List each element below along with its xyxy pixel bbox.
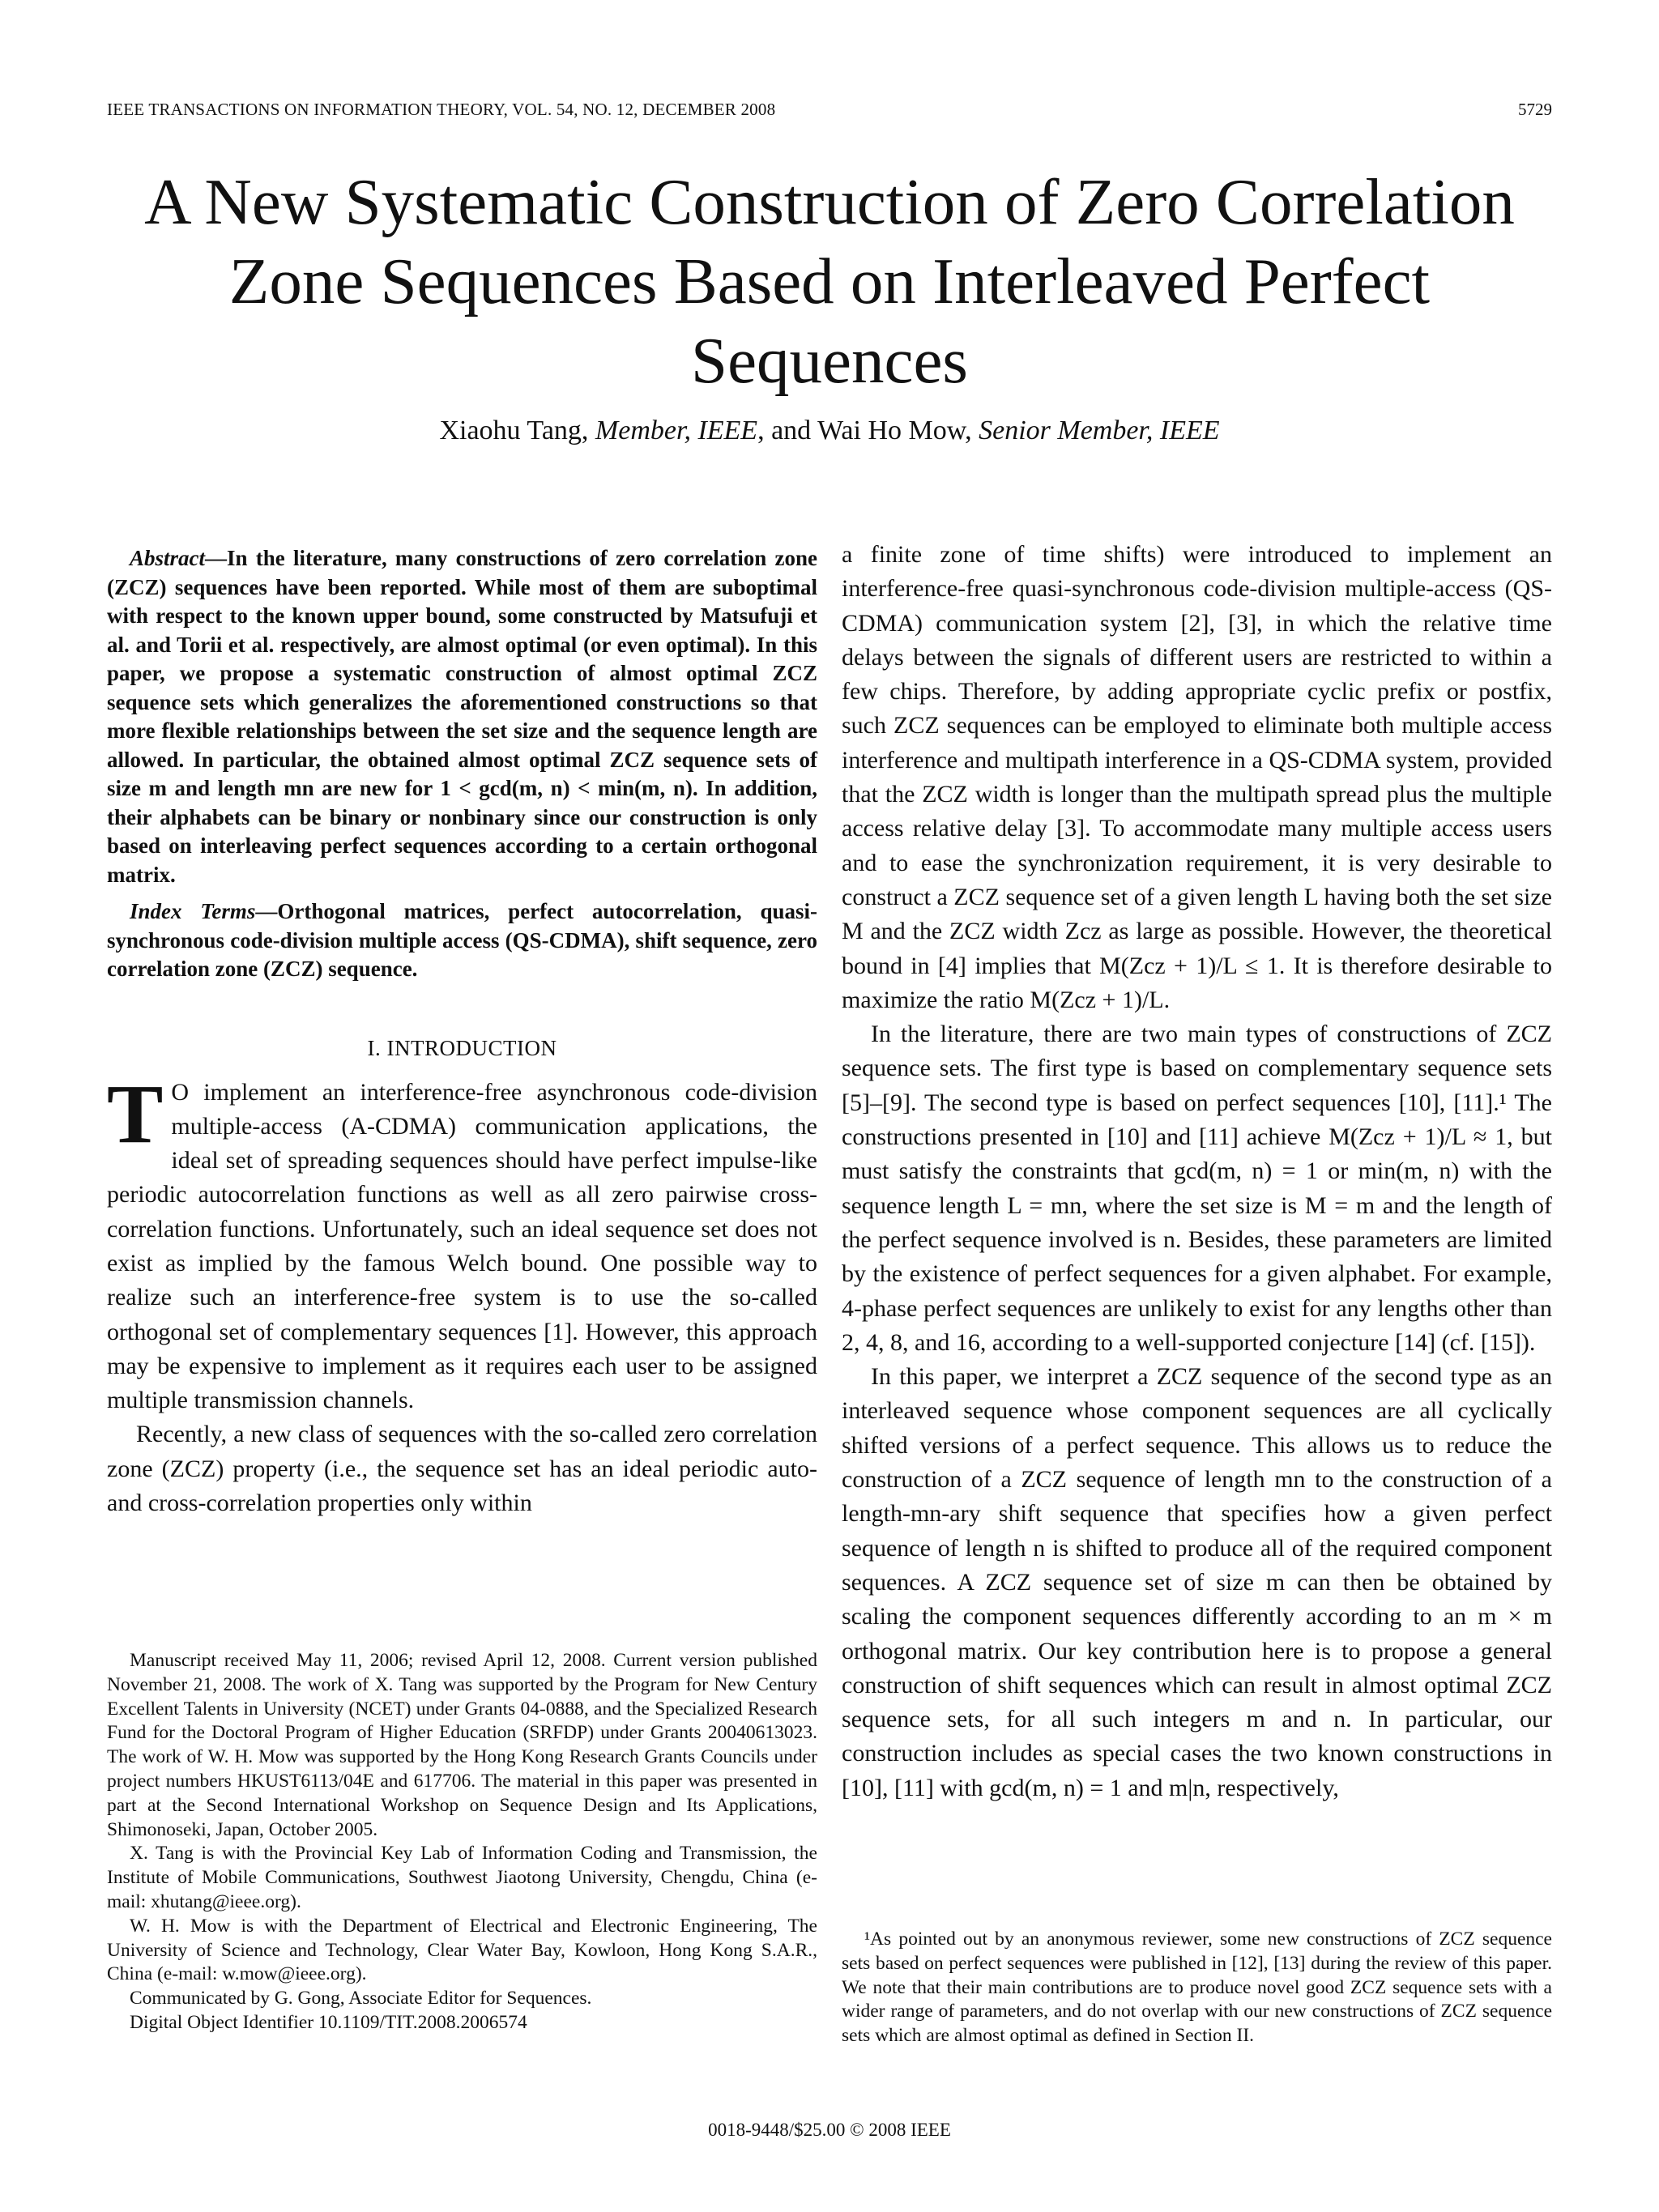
abstract-text: —In the literature, many constructions of zero correlation zone (ZCZ) sequences have been reported. While most of them are suboptimal with respect to the known upper bound, some constructed by Matsufuji et al. and Torii et al. respectively, are almost optimal (or even optimal). In this paper, we propose a systematic construction of almost optimal ZCZ sequence sets which generalizes the aforementioned constructions so that more flexible relationships between the set size and the sequence length are allowed. In particular, the obtained almost optimal ZCZ sequence sets of size m and length mn are new for 1 < gcd(m, n) < min(m, n). In addition, their alphabets can be binary or nonbinary since our construction is only based on interleaving perfect sequences according to a certain orthogonal matrix. xyxy=(107,546,817,887)
page-number: 5729 xyxy=(1518,100,1552,119)
intro-paragraph-2: Recently, a new class of sequences with the so-called zero correlation zone (ZCZ) property (i.e., the sequence set has an ideal periodic auto- and cross-correlation properties only within xyxy=(107,1421,817,1517)
author-2-role: Senior Member, IEEE xyxy=(979,416,1220,445)
drop-cap: T xyxy=(107,1067,164,1161)
author-1-name: Xiaohu Tang xyxy=(439,416,582,445)
running-head: IEEE TRANSACTIONS ON INFORMATION THEORY, VOL. 54, NO. 12, DECEMBER 2008 xyxy=(107,100,776,119)
author-conjunction: and xyxy=(771,416,812,445)
title-line-3: Sequences xyxy=(691,324,968,397)
right-column xyxy=(842,538,1552,1805)
abstract-lead: Abstract xyxy=(130,546,206,570)
intro-paragraph-1 xyxy=(107,1067,817,1418)
reviewer-footnote: ¹As pointed out by an anonymous reviewer, some new constructions of ZCZ sequence sets based on perfect sequences were published in [12], [13] during the review of this paper. We note that their main contributions are to produce novel good ZCZ sequence sets with a wider range of parameters, and do not overlap with our new constructions of ZCZ sequence sets which are almost optimal as defined in Section II. xyxy=(842,1929,1552,2047)
intro-paragraph-1-text: O implement an interference-free asynchronous code-division multiple-access (A-CDMA) communication applications, the ideal set of spreading sequences should have perfect impulse-like periodic autocorrelation functions as well as all zero pairwise cross-correlation functions. Unfortunately, such an ideal sequence set does not exist as implied by the famous Welch bound. One possible way to realize such an interference-free system is to use the so-called orthogonal set of complementary sequences [1]. However, this approach may be expensive to implement as it requires each user to be assigned multiple transmission channels. xyxy=(107,1078,817,1414)
index-terms-text: —Orthogonal matrices, perfect autocorrelation, quasi-synchronous code-division multiple access (QS-CDMA), shift sequence, zero correlation zone (ZCZ) sequence. xyxy=(107,899,817,981)
index-terms xyxy=(107,897,817,984)
title-line-2: Zone Sequences Based on Interleaved Perfect xyxy=(228,245,1431,318)
abstract xyxy=(107,544,817,889)
left-column xyxy=(107,544,817,1520)
author-1-affiliation-footnote: X. Tang is with the Provincial Key Lab of Information Coding and Transmission, the Institute of Mobile Communications, Southwest Jiaotong University, Chengdu, China (e-mail: xhutang@ieee.org). xyxy=(107,1843,817,1912)
section-heading-introduction: I. INTRODUCTION xyxy=(367,1035,557,1060)
doi-footnote: Digital Object Identifier 10.1109/TIT.2008.2006574 xyxy=(130,2011,527,2033)
author-1-role: Member, IEEE xyxy=(595,416,758,445)
right-footnotes xyxy=(842,1928,1552,2048)
index-terms-lead: Index Terms xyxy=(130,899,256,923)
paper-title xyxy=(81,162,1578,400)
title-line-1: A New Systematic Construction of Zero Correlation xyxy=(144,165,1515,238)
manuscript-footnote: Manuscript received May 11, 2006; revised April 12, 2008. Current version published November 21, 2008. The work of X. Tang was supported by the Program for New Century Excellent Talents in University (NCET) under Grants 04-0888, and the Specialized Research Fund for the Doctoral Program of Higher Education (SRFDP) under Grants 20040613023. The work of W. H. Mow was supported by the Hong Kong Research Grants Councils under project numbers HKUST6113/04E and 617706. The material in this paper was presented in part at the Second International Workshop on Sequence Design and Its Applications, Shimonoseki, Japan, October 2005. xyxy=(107,1650,817,1840)
author-2-affiliation-footnote: W. H. Mow is with the Department of Electrical and Electronic Engineering, The University of Science and Technology, Clear Water Bay, Kowloon, Hong Kong S.A.R., China (e-mail: w.mow@ieee.org). xyxy=(107,1915,817,1985)
copyright-line: 0018-9448/$25.00 © 2008 IEEE xyxy=(708,2120,951,2140)
right-paragraph-2: In the literature, there are two main types of constructions of ZCZ sequence sets. The first type is based on complementary sequence sets [5]–[9]. The second type is based on perfect sequences [10], [11].¹ The constructions presented in [10] and [11] achieve M(Zcz + 1)/L ≈ 1, but must satisfy the constraints that gcd(m, n) = 1 or min(m, n) with the sequence length L = mn, where the set size is M = m and the length of the perfect sequence involved is n. Besides, these parameters are limited by the existence of perfect sequences for a given alphabet. For example, 4-phase perfect sequences are unlikely to exist for any lengths other than 2, 4, 8, and 16, according to a well-supported conjecture [14] (cf. [15]). xyxy=(842,1021,1552,1356)
author-line: Xiaohu Tang, Member, IEEE, and Wai Ho Mow, Senior Member, IEEE xyxy=(439,416,1220,445)
right-paragraph-3: In this paper, we interpret a ZCZ sequence of the second type as an interleaved sequence whose component sequences are all cyclically shifted versions of a perfect sequence. This allows us to reduce the construction of a ZCZ sequence of length mn to the construction of a length-mn-ary shift sequence that specifies how a given perfect sequence of length n is shifted to produce all of the required component sequences. A ZCZ sequence set of size m can then be obtained by scaling the component sequences differently according to an m × m orthogonal matrix. Our key contribution here is to propose a general construction of shift sequences which can result in almost optimal ZCZ sequence sets, for all such integers m and n. In particular, our construction includes as special cases the two known constructions in [10], [11] with gcd(m, n) = 1 and m|n, respectively, xyxy=(842,1363,1552,1801)
editor-footnote: Communicated by G. Gong, Associate Editor for Sequences. xyxy=(130,1988,592,2010)
right-paragraph-1: a finite zone of time shifts) were introduced to implement an interference-free quasi-synchronous code-division multiple-access (QS-CDMA) communication system [2], [3], in which the relative time delays between the signals of different users are restricted to within a few chips. Therefore, by adding appropriate cyclic prefix or postfix, such ZCZ sequences can be employed to eliminate both multiple access interference and multipath interference in a QS-CDMA system, provided that the ZCZ width is longer than the multipath spread plus the multiple access relative delay [3]. To accommodate many multiple access users and to ease the synchronization requirement, it is very desirable to construct a ZCZ sequence set of a given length L having both the set size M and the ZCZ width Zcz as large as possible. However, the theoretical bound in [4] implies that M(Zcz + 1)/L ≤ 1. It is therefore desirable to maximize the ratio M(Zcz + 1)/L. xyxy=(842,541,1552,1013)
author-2-name: Wai Ho Mow xyxy=(817,416,966,445)
left-footnotes xyxy=(107,1649,817,2035)
